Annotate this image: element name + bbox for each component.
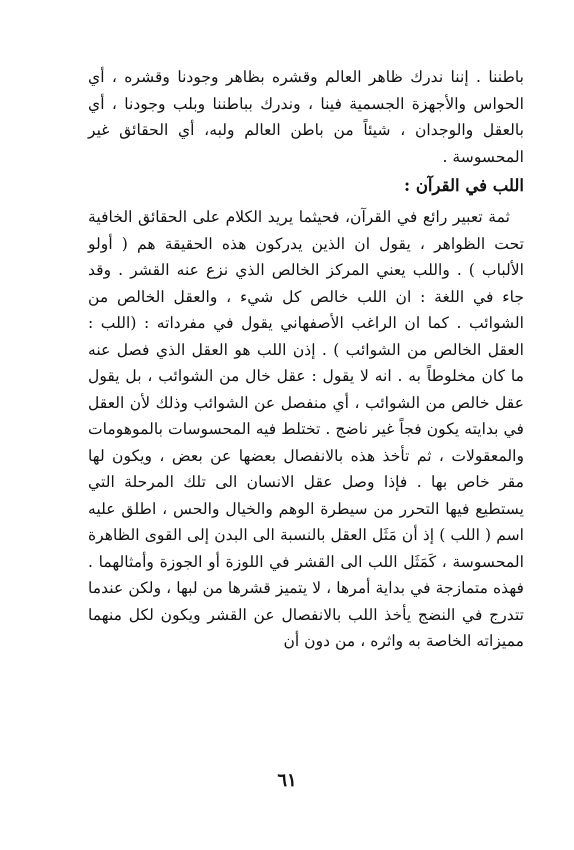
page-text-block	[88, 64, 524, 655]
section-heading: اللب في القرآن :	[403, 176, 524, 195]
page-number: ٦١	[277, 770, 297, 791]
body-paragraph: ثمة تعبير رائع في القرآن، فحيثما يريد الكلام على الحقائق الخافية تحت الظواهر ، يقول ان الذين يدركون هذه الحقيقة هم ( أولو الألباب ) . واللب يعني المركز الخالص الذي نزع عنه القشر . وقد جاء في اللغة : ان اللب خالص كل شيء ، والعقل الخالص من الشوائب . كما ان الراغب الأصفهاني يقول في مفرداته : (اللب : العقل الخالص من الشوائب ) . إذن اللب هو العقل الذي فصل عنه ما كان مخلوطاً به . انه لا يقول : عقل خال من الشوائب ، بل يقول عقل خالص من الشوائب ، أي منفصل عن الشوائب وذلك لأن العقل في بدايته يكون فجاً غير ناضج . تختلط فيه المحسوسات بالموهومات والمعقولات ، ثم تأخذ هذه بالانفصال بعضها عن بعض ، ويكون لها مقر خاص بها . فإذا وصل عقل الانسان الى تلك المرحلة التي يستطيع فيها التحرر من سيطرة الوهم والخيال والحس ، اطلق عليه اسم ( اللب ) إذ أن مَثَل العقل بالنسبة الى البدن إلى القوى الظاهرة المحسوسة ، كَمَثَل اللب الى القشر في اللوزة أو الجوزة وأمثالهما . فهذه متمازجة في بداية أمرها ، لا يتميز قشرها من لبها ، ولكن عندما تتدرج في النضج يأخذ اللب بالانفصال عن القشر ويكون لكل منهما مميزاته الخاصة به واثره ، من دون أن	[88, 208, 524, 650]
intro-paragraph: باطننا . إننا ندرك ظاهر العالم وقشره بظاهر وجودنا وقشره ، أي الحواس والأجهزة الجسمية فينا ، وندرك بباطننا وبلب وجودنا ، أي بالعقل والوجدان ، شيئاً من باطن العالم ولبه، أي الحقائق غير المحسوسة .	[88, 68, 524, 166]
